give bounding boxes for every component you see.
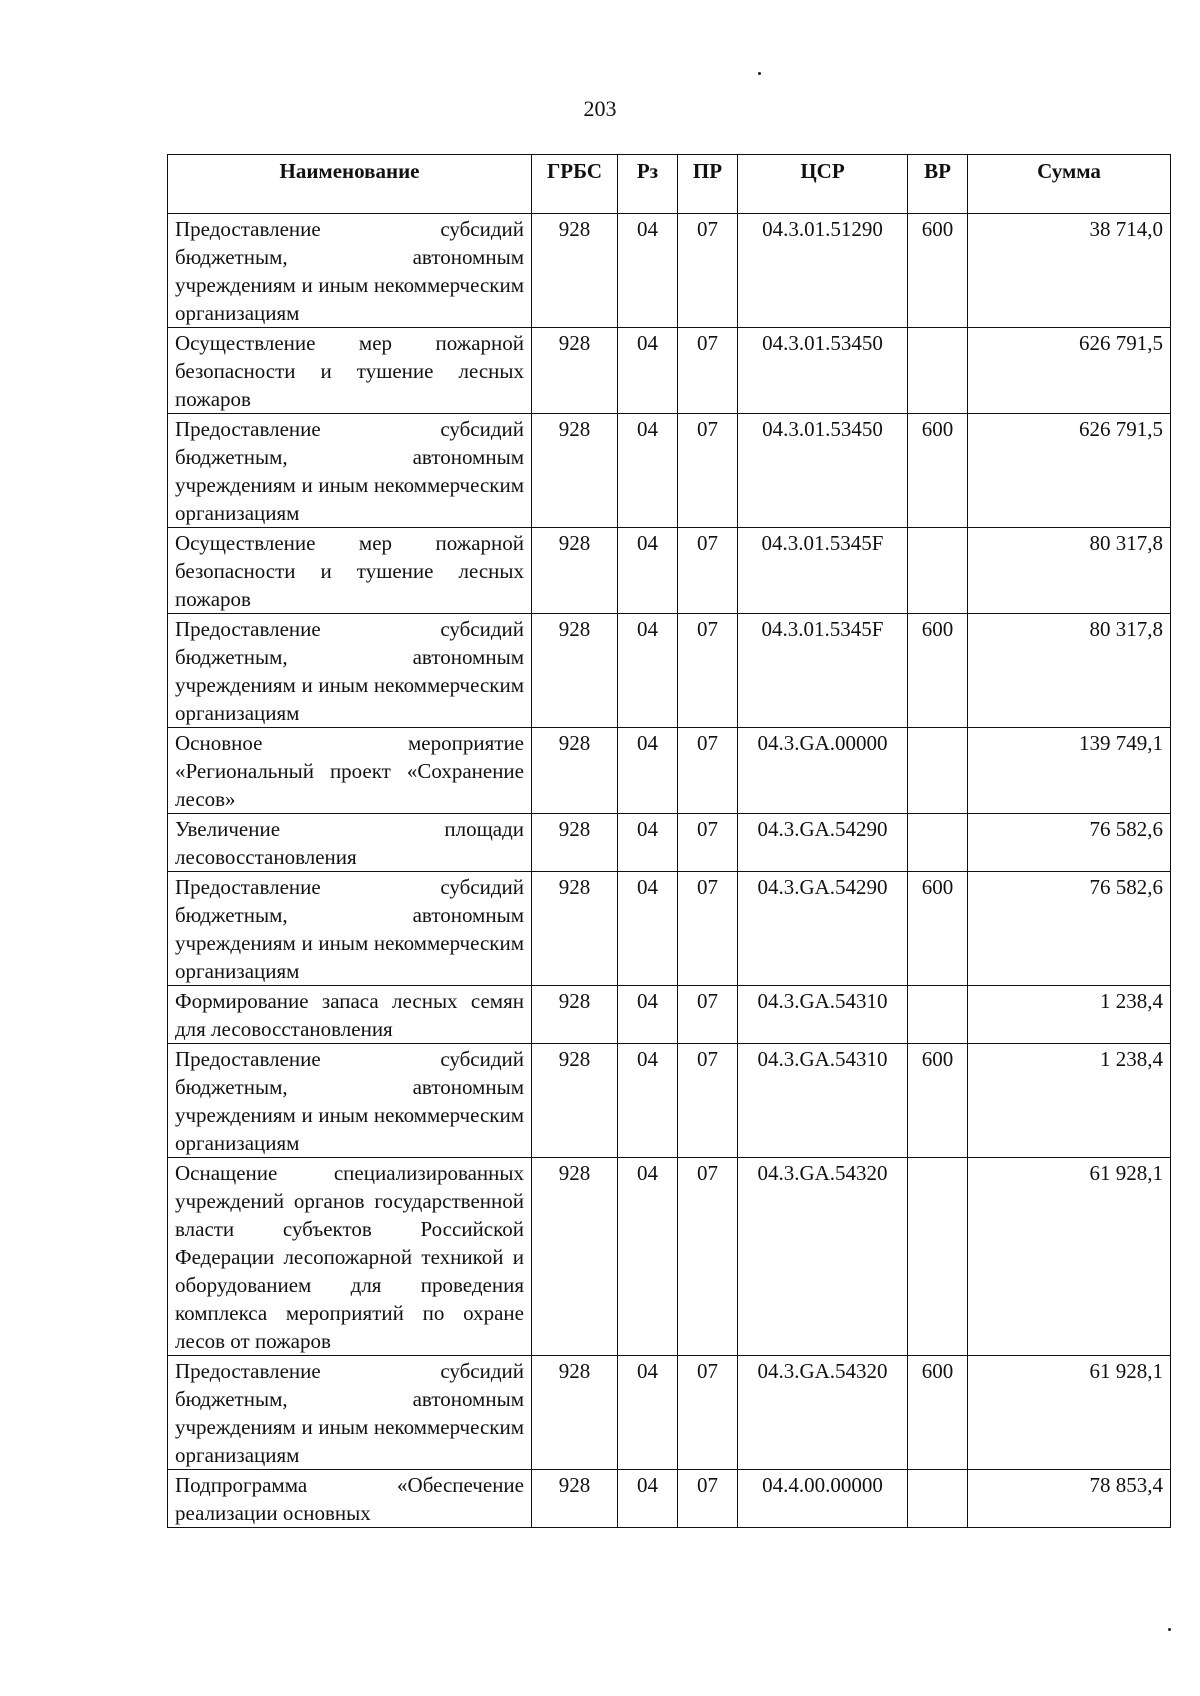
cell-name: Основное мероприятие «Региональный проект «Сохранение лесов» <box>168 728 532 814</box>
cell-grbs: 928 <box>532 814 618 872</box>
cell-csr: 04.3.01.53450 <box>738 414 908 528</box>
cell-name: Подпрограмма «Обеспечение реализации основных <box>168 1470 532 1528</box>
header-sum: Сумма <box>968 155 1171 214</box>
header-pr: ПР <box>678 155 738 214</box>
cell-vr: 600 <box>908 1356 968 1470</box>
header-name: Наименование <box>168 155 532 214</box>
table-row <box>168 814 1171 872</box>
cell-rz: 04 <box>618 986 678 1044</box>
cell-grbs: 928 <box>532 1158 618 1356</box>
cell-vr: 600 <box>908 414 968 528</box>
cell-sum: 61 928,1 <box>968 1356 1171 1470</box>
cell-rz: 04 <box>618 328 678 414</box>
cell-vr: 600 <box>908 872 968 986</box>
cell-csr: 04.3.GA.54320 <box>738 1356 908 1470</box>
table-row <box>168 872 1171 986</box>
page-number: 203 <box>583 96 617 121</box>
cell-name: Предоставление субсидий бюджетным, автономным учреждениям и иным некоммерческим организациям <box>168 614 532 728</box>
cell-rz: 04 <box>618 528 678 614</box>
cell-sum: 139 749,1 <box>968 728 1171 814</box>
table-row <box>168 214 1171 328</box>
cell-sum: 80 317,8 <box>968 614 1171 728</box>
cell-name: Предоставление субсидий бюджетным, автономным учреждениям и иным некоммерческим организациям <box>168 414 532 528</box>
cell-sum: 80 317,8 <box>968 528 1171 614</box>
cell-grbs: 928 <box>532 214 618 328</box>
cell-pr: 07 <box>678 328 738 414</box>
cell-name: Осуществление мер пожарной безопасности и тушение лесных пожаров <box>168 528 532 614</box>
table-row <box>168 328 1171 414</box>
cell-grbs: 928 <box>532 1044 618 1158</box>
cell-sum: 626 791,5 <box>968 414 1171 528</box>
cell-rz: 04 <box>618 872 678 986</box>
cell-vr: 600 <box>908 214 968 328</box>
budget-table <box>167 154 1171 1528</box>
cell-csr: 04.3.01.53450 <box>738 328 908 414</box>
table-row <box>168 1158 1171 1356</box>
cell-pr: 07 <box>678 1044 738 1158</box>
cell-csr: 04.3.01.51290 <box>738 214 908 328</box>
cell-rz: 04 <box>618 1356 678 1470</box>
cell-csr: 04.3.GA.54310 <box>738 1044 908 1158</box>
scan-speck <box>1168 1628 1171 1631</box>
cell-vr <box>908 1158 968 1356</box>
cell-pr: 07 <box>678 728 738 814</box>
cell-sum: 76 582,6 <box>968 872 1171 986</box>
cell-sum: 78 853,4 <box>968 1470 1171 1528</box>
cell-vr: 600 <box>908 1044 968 1158</box>
cell-pr: 07 <box>678 528 738 614</box>
cell-name: Формирование запаса лесных семян для лесовосстановления <box>168 986 532 1044</box>
cell-grbs: 928 <box>532 614 618 728</box>
table-row <box>168 986 1171 1044</box>
cell-csr: 04.3.GA.54320 <box>738 1158 908 1356</box>
cell-pr: 07 <box>678 986 738 1044</box>
cell-pr: 07 <box>678 1470 738 1528</box>
cell-name: Предоставление субсидий бюджетным, автономным учреждениям и иным некоммерческим организациям <box>168 872 532 986</box>
cell-vr <box>908 986 968 1044</box>
cell-grbs: 928 <box>532 414 618 528</box>
cell-rz: 04 <box>618 1044 678 1158</box>
table-row <box>168 1470 1171 1528</box>
cell-pr: 07 <box>678 1158 738 1356</box>
header-grbs: ГРБС <box>532 155 618 214</box>
scan-speck <box>758 72 761 75</box>
cell-vr: 600 <box>908 614 968 728</box>
cell-sum: 61 928,1 <box>968 1158 1171 1356</box>
cell-csr: 04.3.GA.00000 <box>738 728 908 814</box>
header-csr: ЦСР <box>738 155 908 214</box>
cell-pr: 07 <box>678 414 738 528</box>
cell-pr: 07 <box>678 214 738 328</box>
cell-pr: 07 <box>678 872 738 986</box>
cell-grbs: 928 <box>532 1470 618 1528</box>
cell-vr <box>908 814 968 872</box>
cell-rz: 04 <box>618 414 678 528</box>
cell-vr <box>908 728 968 814</box>
table-header-row <box>168 155 1171 214</box>
header-vr: ВР <box>908 155 968 214</box>
cell-name: Осуществление мер пожарной безопасности и тушение лесных пожаров <box>168 328 532 414</box>
cell-sum: 626 791,5 <box>968 328 1171 414</box>
table-row <box>168 414 1171 528</box>
cell-name: Предоставление субсидий бюджетным, автономным учреждениям и иным некоммерческим организациям <box>168 1044 532 1158</box>
cell-pr: 07 <box>678 814 738 872</box>
cell-pr: 07 <box>678 614 738 728</box>
cell-rz: 04 <box>618 814 678 872</box>
cell-grbs: 928 <box>532 986 618 1044</box>
cell-rz: 04 <box>618 728 678 814</box>
cell-rz: 04 <box>618 614 678 728</box>
cell-csr: 04.3.GA.54290 <box>738 872 908 986</box>
cell-rz: 04 <box>618 1470 678 1528</box>
cell-csr: 04.4.00.00000 <box>738 1470 908 1528</box>
cell-vr <box>908 328 968 414</box>
table-row <box>168 1044 1171 1158</box>
header-rz: Рз <box>618 155 678 214</box>
cell-sum: 1 238,4 <box>968 1044 1171 1158</box>
cell-name: Предоставление субсидий бюджетным, автономным учреждениям и иным некоммерческим организациям <box>168 1356 532 1470</box>
cell-rz: 04 <box>618 1158 678 1356</box>
cell-vr <box>908 528 968 614</box>
budget-table-container <box>167 154 1170 1528</box>
cell-csr: 04.3.01.5345F <box>738 528 908 614</box>
table-row <box>168 528 1171 614</box>
table-row <box>168 728 1171 814</box>
cell-sum: 38 714,0 <box>968 214 1171 328</box>
cell-grbs: 928 <box>532 1356 618 1470</box>
cell-vr <box>908 1470 968 1528</box>
cell-csr: 04.3.01.5345F <box>738 614 908 728</box>
cell-sum: 1 238,4 <box>968 986 1171 1044</box>
cell-pr: 07 <box>678 1356 738 1470</box>
cell-grbs: 928 <box>532 872 618 986</box>
cell-sum: 76 582,6 <box>968 814 1171 872</box>
cell-name: Увеличение площади лесовосстановления <box>168 814 532 872</box>
table-row <box>168 614 1171 728</box>
table-row <box>168 1356 1171 1470</box>
cell-rz: 04 <box>618 214 678 328</box>
cell-name: Оснащение специализированных учреждений органов государственной власти субъектов Российской Федерации лесопожарной техникой и оборудованием для проведения комплекса мероприятий по охране лесов от пожаров <box>168 1158 532 1356</box>
cell-name: Предоставление субсидий бюджетным, автономным учреждениям и иным некоммерческим организациям <box>168 214 532 328</box>
cell-csr: 04.3.GA.54290 <box>738 814 908 872</box>
cell-grbs: 928 <box>532 328 618 414</box>
cell-grbs: 928 <box>532 528 618 614</box>
cell-csr: 04.3.GA.54310 <box>738 986 908 1044</box>
cell-grbs: 928 <box>532 728 618 814</box>
